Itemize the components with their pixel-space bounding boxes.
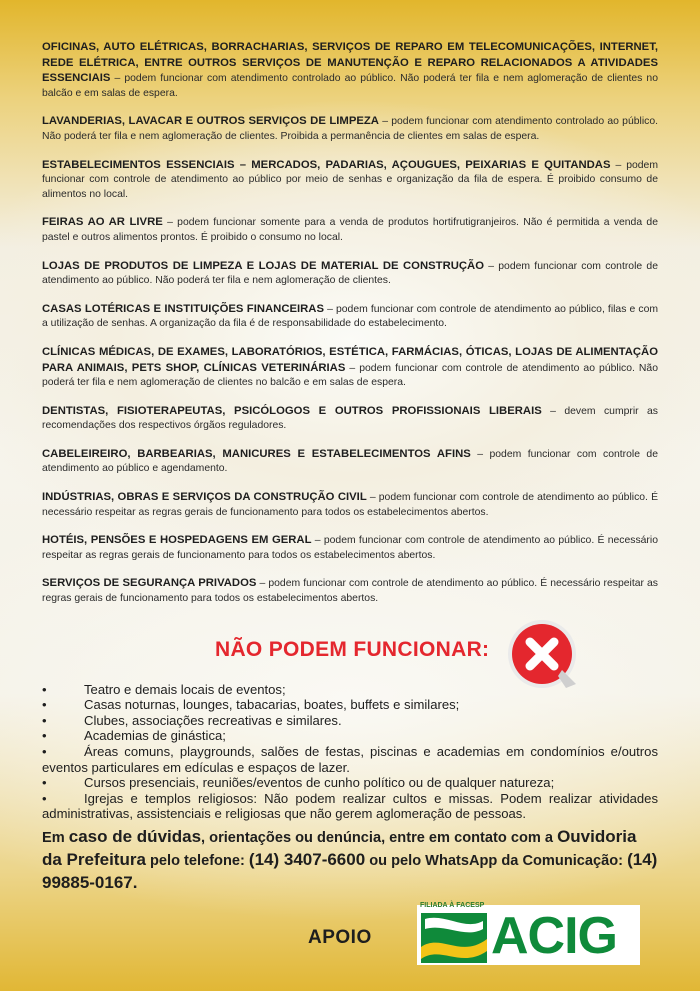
rule-description: – podem funcionar com controle de atendimento ao público. É necessário respeitar as regras gerais de funcionamento para todos os estabelecimentos abertos. [42, 492, 659, 518]
rule-paragraph [42, 490, 658, 520]
bullet: • [42, 712, 47, 728]
contact-text: Em [42, 829, 69, 846]
rule-description: – podem funcionar com atendimento controlado ao público. Não poderá ter fila e nem aglomeração de clientes no balcão e em salas de espera. [42, 73, 658, 99]
rule-heading: INDÚSTRIAS, OBRAS E SERVIÇOS DA CONSTRUÇÃO CIVIL [42, 491, 367, 504]
rule-paragraph [42, 533, 658, 563]
rule-paragraph [42, 345, 658, 391]
contact-text: pelo telefone: [145, 852, 249, 869]
bullet: • [42, 681, 47, 697]
rule-description: – podem funcionar com controle de atendimento ao público. É necessário respeitar as regras gerais de funcionamento para todos os estabelecimentos abertos. [42, 535, 658, 561]
rule-heading: CLÍNICAS MÉDICAS, DE EXAMES, LABORATÓRIOS, ESTÉTICA, FARMÁCIAS, ÓTICAS, LOJAS DE ALIMENTAÇÃO PARA ANIMAIS, PETS SHOP, CLÍNICAS VETERINÁRIAS [42, 345, 658, 374]
acig-logo [417, 901, 640, 965]
rule-description: – podem funcionar com controle de atendimento ao público e agendamento. [42, 448, 658, 475]
list-item [42, 682, 658, 698]
rule-paragraph [42, 259, 658, 289]
rule-description: – podem funcionar com controle de atendimento ao público. Não poderá ter fila e nem aglomeração de clientes no balcão e em salas de espera. [42, 362, 658, 389]
close-x-icon [506, 618, 578, 690]
not-allowed-list [42, 682, 658, 822]
rule-heading: HOTÉIS, PENSÕES E HOSPEDAGENS EM GERAL [42, 534, 312, 547]
rule-description: – podem funcionar com atendimento controlado ao público. Não poderá ter fila e nem aglomeração de clientes. Proibida a permanência de clientes em salas de espera. [42, 116, 658, 142]
not-allowed-title: NÃO PODEM FUNCIONAR: [215, 637, 490, 661]
rule-paragraph [42, 302, 658, 332]
whatsapp-number: (14) 99885-0167. [42, 849, 658, 892]
contact-text: , orientações ou denúncia, entre em contato com a [201, 829, 558, 846]
rule-paragraph [42, 215, 658, 245]
rule-heading: SERVIÇOS DE SEGURANÇA PRIVADOS [42, 577, 257, 590]
rule-heading: DENTISTAS, FISIOTERAPEUTAS, PSICÓLOGOS E OUTROS PROFISSIONAIS LIBERAIS [42, 404, 542, 417]
rule-paragraph [42, 158, 658, 203]
rule-description: – podem funcionar com controle de atendimento ao público. Não poderá ter fila e nem aglomeração de clientes. [42, 260, 658, 287]
list-item [42, 791, 658, 822]
contact-paragraph [42, 826, 658, 895]
rule-description: – podem funcionar com controle de atendimento ao público por meio de senhas e organização da fila de espera. É proibido consumo de alimentos no local. [42, 159, 658, 200]
logo-subtitle: FILIADA À FACESP [420, 901, 485, 909]
list-item [42, 713, 658, 729]
list-item [42, 728, 658, 744]
contact-emphasis: caso de dúvidas [68, 826, 202, 846]
rule-heading: LOJAS DE PRODUTOS DE LIMPEZA E LOJAS DE MATERIAL DE CONSTRUÇÃO [42, 259, 484, 272]
rule-heading: CABELEIREIRO, BARBEARIAS, MANICURES E ESTABELECIMENTOS AFINS [42, 447, 471, 460]
document [42, 40, 658, 969]
rule-paragraph [42, 404, 658, 434]
footer [42, 899, 658, 969]
acig-mark-icon [421, 913, 487, 963]
rule-description: – podem funcionar com controle de atendimento ao público, filas e com a utilização de senhas. A organização da fila é de responsabilidade do estabelecimento. [42, 303, 659, 330]
list-item [42, 744, 658, 775]
rule-heading: OFICINAS, AUTO ELÉTRICAS, BORRACHARIAS, SERVIÇOS DE REPARO EM TELECOMUNICAÇÕES, INTERNET, REDE ELÉTRICA, ENTRE OUTROS SERVIÇOS DE MANUTENÇÃO E REPARO RELACIONADOS A ATIVIDADES ESSENCIAIS [42, 41, 658, 85]
rule-heading: FEIRAS AO AR LIVRE [42, 216, 163, 229]
bullet: • [42, 697, 47, 713]
list-item-text: Teatro e demais locais de eventos; [84, 681, 286, 697]
not-allowed-banner [42, 618, 658, 682]
rule-description: – devem cumprir as recomendações dos respectivos órgãos reguladores. [42, 405, 658, 432]
list-item-text: Casas noturnas, lounges, tabacarias, boates, buffets e similares; [84, 697, 460, 713]
list-item [42, 775, 658, 791]
list-item-text: Áreas comuns, playgrounds, salões de festas, piscinas e academias em condomínios e/outros eventos particulares em edículas e espaços de lazer. [42, 744, 658, 775]
phone-number: (14) 3407-6600 [248, 849, 366, 869]
bullet: • [42, 728, 47, 744]
rule-heading: LAVANDERIAS, LAVACAR E OUTROS SERVIÇOS DE LIMPEZA [42, 115, 379, 128]
apoio-label: APOIO [308, 926, 372, 948]
rule-description: – podem funcionar somente para a venda de produtos hortifrutigranjeiros. Não é permitida a venda de pastel e outros alimentos prontos. É proibido o consumo no local. [42, 217, 658, 243]
rule-paragraph [42, 40, 658, 101]
rules-section [42, 40, 658, 607]
logo-text: ACIG [491, 906, 617, 965]
rule-paragraph [42, 576, 658, 606]
list-item-text: Clubes, associações recreativas e similares. [84, 712, 342, 728]
list-item [42, 697, 658, 713]
bullet: • [42, 744, 47, 759]
ouvidoria-label: Ouvidoria da Prefeitura [42, 826, 637, 869]
rule-heading: CASAS LOTÉRICAS E INSTITUIÇÕES FINANCEIRAS [42, 302, 325, 315]
contact-text: ou pelo WhatsApp da Comunicação: [365, 852, 628, 869]
bullet: • [42, 790, 47, 806]
rule-paragraph [42, 447, 658, 477]
bullet: • [42, 775, 47, 791]
list-item-text: Cursos presenciais, reuniões/eventos de cunho político ou de qualquer natureza; [84, 775, 555, 791]
rule-paragraph [42, 114, 658, 144]
list-item-text: Igrejas e templos religiosos: Não podem realizar cultos e missas. Podem realizar atividades administrativas, assistenciais e religiosas que não gerem aglomeração de pessoas. [42, 790, 658, 822]
list-item-text: Academias de ginástica; [84, 728, 226, 744]
rule-heading: ESTABELECIMENTOS ESSENCIAIS – MERCADOS, PADARIAS, AÇOUGUES, PEIXARIAS E QUITANDAS [42, 158, 611, 171]
rule-description: – podem funcionar com controle de atendimento ao público. É necessário respeitar as regras gerais de funcionamento para todos os estabelecimentos abertos. [42, 578, 659, 605]
